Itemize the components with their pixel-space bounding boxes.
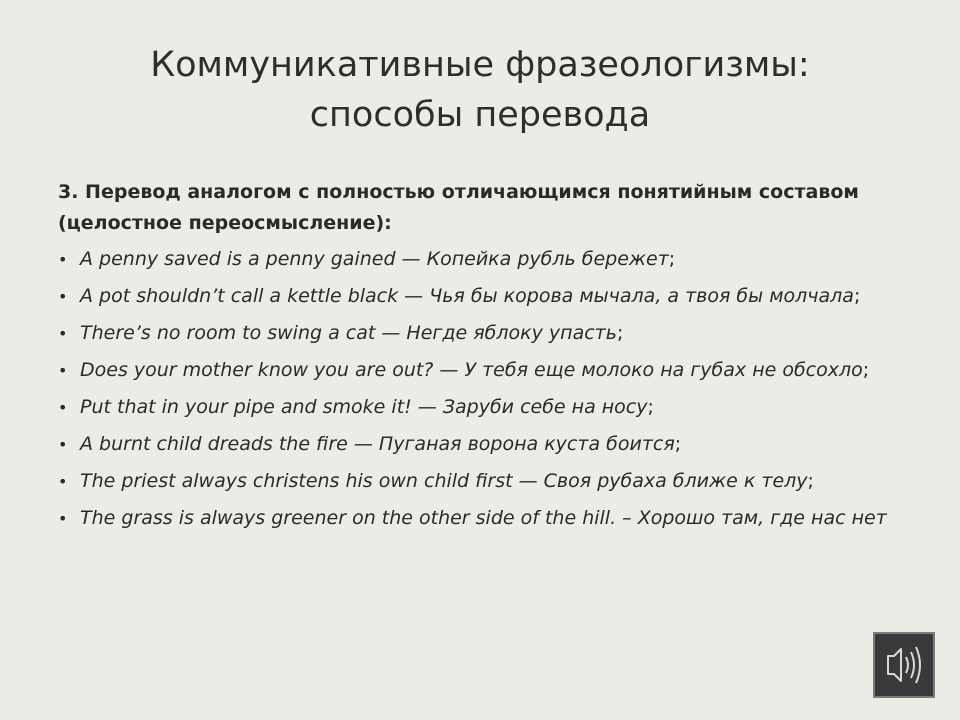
list-item-punct: ; [807, 470, 814, 492]
slide-title-line-2: способы перевода [309, 95, 651, 135]
list-item-punct: ; [862, 359, 870, 381]
list-item [58, 244, 908, 275]
list-item-punct: ; [674, 433, 682, 455]
list-item [58, 466, 908, 497]
list-item-punct: ; [647, 396, 654, 418]
section-heading: 3. Перевод аналогом с полностью отличающимся понятийным составом (целостное переосмысление): [58, 181, 859, 234]
list-item-text: A burnt child dreads the fire — Пуганая ворона куста боится [80, 433, 675, 455]
list-item-text: Does your mother know you are out? — У тебя еще молоко на губах не обсохло [80, 359, 863, 381]
phrase-list [58, 244, 908, 534]
list-item-punct: ; [668, 248, 676, 270]
list-item-text: A pot shouldn’t call a kettle black — Чья бы корова мычала, а твоя бы молчала [80, 285, 854, 307]
list-item-text: The priest always christens his own child first — Своя рубаха ближе к телу [80, 470, 808, 492]
list-item [58, 318, 908, 349]
bullet-icon: • [58, 324, 68, 343]
list-item-text: There’s no room to swing a cat — Негде яблоку упасть [80, 322, 617, 344]
list-item [58, 429, 908, 460]
bullet-icon: • [58, 287, 68, 306]
bullet-icon: • [58, 250, 68, 269]
list-item [58, 355, 908, 386]
list-item [58, 503, 908, 534]
speaker-icon [875, 634, 933, 696]
list-item-text: The grass is always greener on the other side of the hill. – Хорошо там, где нас нет [80, 507, 887, 529]
list-item-text: A penny saved is a penny gained — Копейка рубль бережет [80, 248, 669, 270]
bullet-icon: • [58, 472, 68, 491]
bullet-icon: • [58, 398, 68, 417]
list-item-punct: ; [616, 322, 624, 344]
list-item [58, 392, 908, 423]
bullet-icon: • [58, 361, 68, 380]
slide-title [60, 40, 900, 140]
audio-button[interactable] [873, 632, 935, 698]
list-item [58, 281, 908, 312]
slide-body [58, 177, 908, 540]
list-item-text: Put that in your pipe and smoke it! — Заруби себе на носу [80, 396, 648, 418]
bullet-icon: • [58, 509, 68, 528]
bullet-icon: • [58, 435, 68, 454]
list-item-punct: ; [853, 285, 861, 307]
slide-title-line-1: Коммуникативные фразеологизмы: [150, 45, 810, 85]
